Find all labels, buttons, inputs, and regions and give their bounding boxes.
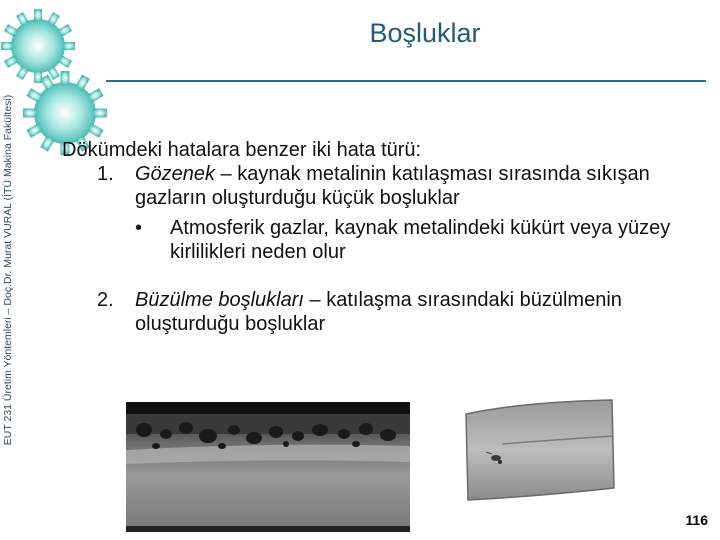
bullet-text: Atmosferik gazlar, kaynak metalindeki kükürt veya yüzey kirlilikleri neden olur: [170, 217, 671, 263]
sidebar-course-text: EUT 231 Üretim Yöntemleri – Doç.Dr. Murat VURAL (İTÜ Makina Fakültesi): [2, 94, 14, 446]
definition-shrinkage: – katılaşma sırasındaki büzülmenin oluşturduğu boşluklar: [135, 289, 622, 335]
list-number: 2.: [97, 289, 114, 311]
list-item-porosity: [62, 162, 702, 210]
term-porosity: Gözenek: [135, 163, 216, 185]
term-shrinkage: Büzülme boşlukları: [135, 289, 304, 311]
title-divider: [106, 80, 706, 82]
definition-porosity: – kaynak metalinin katılaşması sırasında sıkışan gazların oluşturduğu küçük boşluklar: [135, 163, 650, 209]
page-number: 116: [685, 512, 708, 528]
porosity-weld-photo: [126, 402, 410, 532]
list-number: 1.: [97, 163, 114, 185]
shrinkage-weld-photo: [462, 392, 616, 504]
lead-text: Dökümdeki hatalara benzer iki hata türü:: [62, 139, 422, 161]
bullet-porosity-cause: [62, 216, 702, 264]
slide-title: Boşluklar: [369, 18, 481, 48]
slide-body: [62, 138, 702, 336]
list-item-shrinkage: [62, 288, 702, 336]
bullet-mark: •: [134, 217, 142, 239]
